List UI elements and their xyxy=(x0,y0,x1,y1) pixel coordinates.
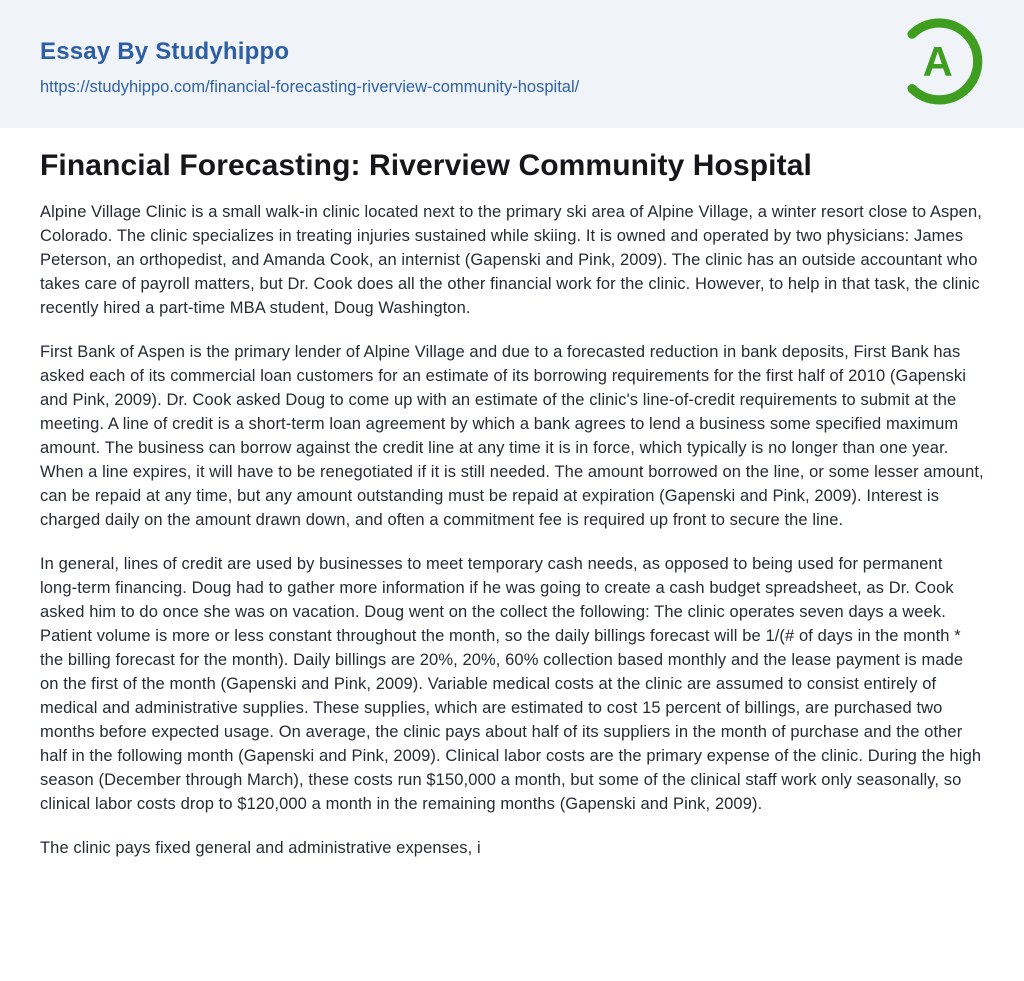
article-paragraph-3: In general, lines of credit are used by businesses to meet temporary cash needs, as opposed to being used for permanent long-term financing. Doug had to gather more information if he was going to create a cash budget spreadsheet, as Dr. Cook asked him to do once she was on vacation. Doug went on the collect the following: The clinic operates seven days a week. Patient volume is more or less constant throughout the month, so the daily billings forecast will be 1/(# of days in the month * the billing forecast for the month). Daily billings are 20%, 20%, 60% collection based monthly and the lease payment is made on the first of the month (Gapenski and Pink, 2009). Variable medical costs at the clinic are assumed to consist entirely of medical and administrative supplies. These supplies, which are estimated to cost 15 percent of billings, are purchased two months before expected usage. On average, the clinic pays about half of its suppliers in the month of purchase and the other half in the following month (Gapenski and Pink, 2009). Clinical labor costs are the primary expense of the clinic. During the high season (December through March), these costs run $150,000 a month, but some of the clinical staff work only seasonally, so clinical labor costs drop to $120,000 a month in the remaining months (Gapenski and Pink, 2009). xyxy=(40,555,982,814)
logo-letter: A xyxy=(922,38,953,86)
studyhippo-logo[interactable] xyxy=(907,16,987,113)
article-title: Financial Forecasting: Riverview Community Hospital xyxy=(40,149,812,182)
source-url-link[interactable]: https://studyhippo.com/financial-forecasting-riverview-community-hospital/ xyxy=(40,78,580,96)
article-paragraph-1: Alpine Village Clinic is a small walk-in clinic located next to the primary ski area of Alpine Village, a winter resort close to Aspen, Colorado. The clinic specializes in treating injuries sustained while skiing. It is owned and operated by two physicians: James Peterson, an orthopedist, and Amanda Cook, an internist (Gapenski and Pink, 2009). The clinic has an outside accountant who takes care of payroll matters, but Dr. Cook does all the other financial work for the clinic. However, to help in that task, the clinic recently hired a part-time MBA student, Doug Washington. xyxy=(40,203,982,318)
article-paragraph-2: First Bank of Aspen is the primary lender of Alpine Village and due to a forecasted reduction in bank deposits, First Bank has asked each of its commercial loan customers for an estimate of its borrowing requirements for the first half of 2010 (Gapenski and Pink, 2009). Dr. Cook asked Doug to come up with an estimate of the clinic's line-of-credit requirements to submit at the meeting. A line of credit is a short-term loan agreement by which a bank agrees to lend a business some specified maximum amount. The business can borrow against the credit line at any time it is in force, which typically is no longer than one year. When a line expires, it will have to be renegotiated if it is still needed. The amount borrowed on the line, or some lesser amount, can be repaid at any time, but any amount outstanding must be repaid at expiration (Gapenski and Pink, 2009). Interest is charged daily on the amount drawn down, and often a commitment fee is required up front to secure the line. xyxy=(40,343,984,530)
logo-arc-icon xyxy=(907,16,987,113)
site-title-link[interactable]: Essay By Studyhippo xyxy=(40,38,290,65)
article-body xyxy=(0,128,1024,860)
article-paragraph-4: The clinic pays fixed general and administrative expenses, i xyxy=(40,839,481,858)
page-header xyxy=(0,0,1024,128)
